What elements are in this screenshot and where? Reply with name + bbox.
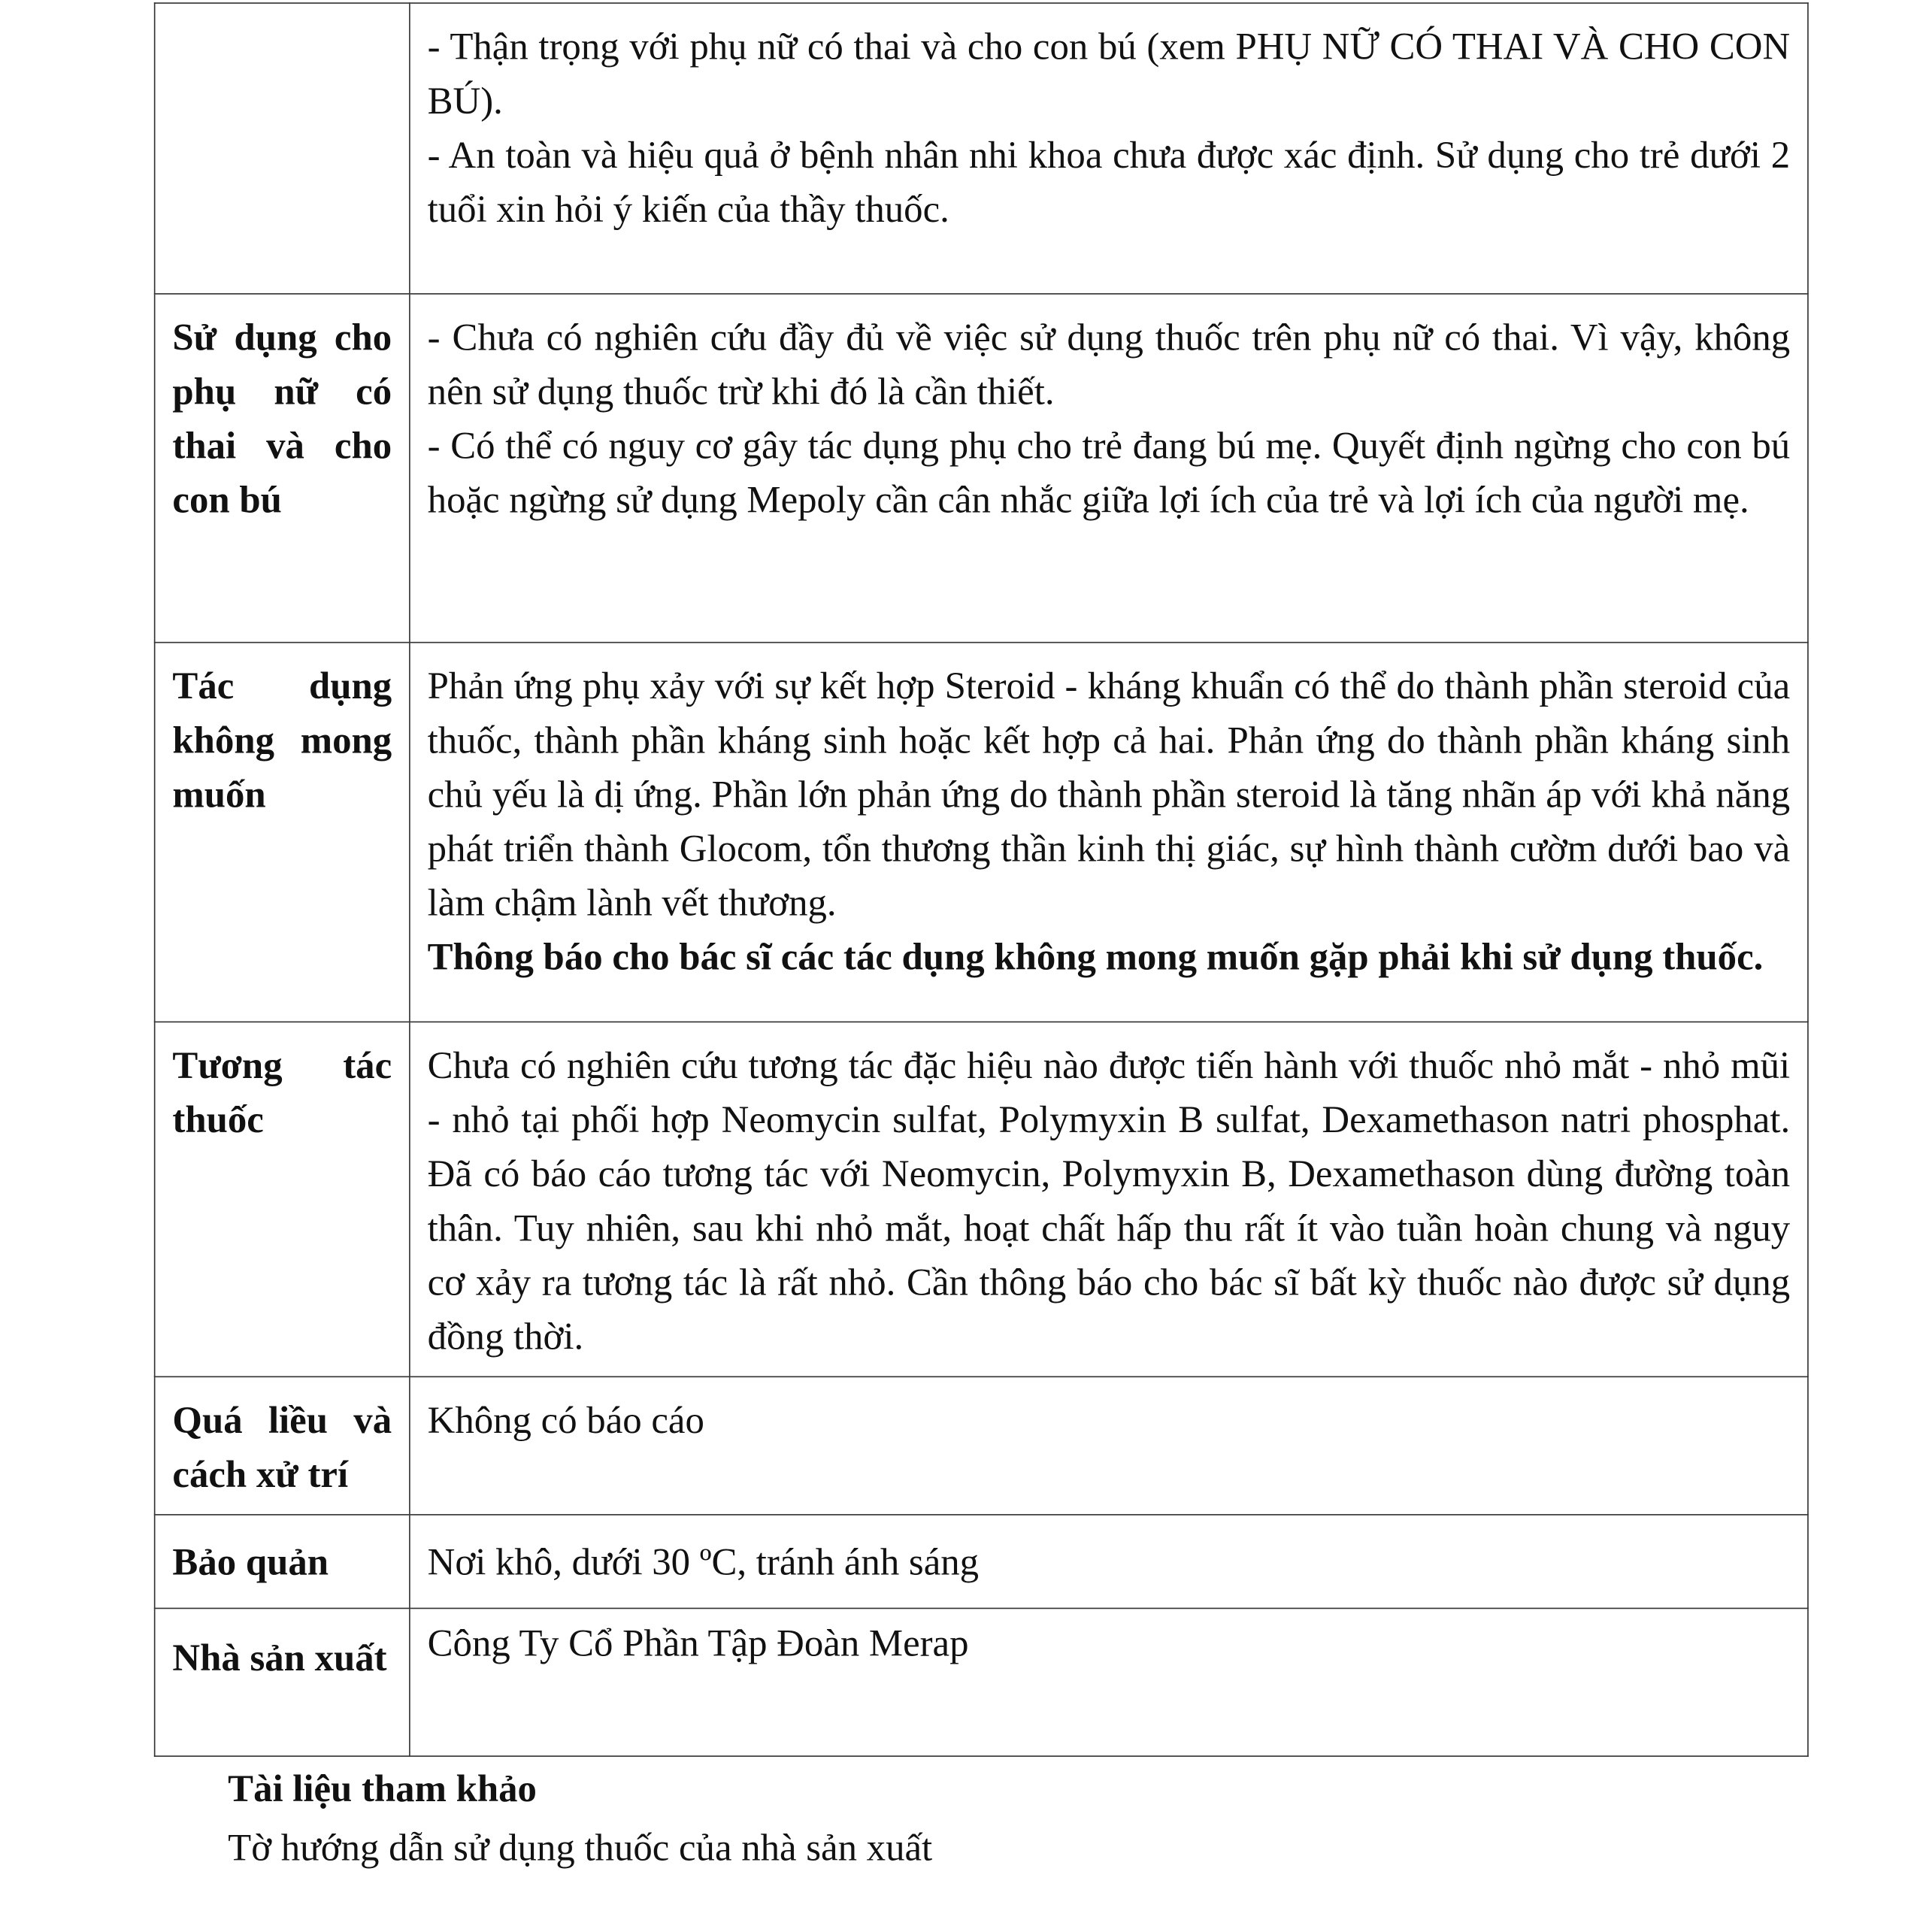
table-row-interactions [155,1022,1808,1376]
row-content [410,3,1808,294]
table-row-side-effects [155,643,1808,1022]
row-content [410,1376,1808,1515]
row-content [410,1515,1808,1609]
table-row-overdose [155,1376,1808,1515]
references-text: Tờ hướng dẫn sử dụng thuốc của nhà sản xuất [228,1825,933,1870]
row-label: Bảo quản [155,1515,410,1609]
table-row-manufacturer [155,1608,1808,1756]
row-content [410,1022,1808,1376]
row-content [410,294,1808,643]
row-content [410,1608,1808,1756]
bold-notice: Thông báo cho bác sĩ các tác dụng không mong muốn gặp phải khi sử dụng thuốc. [427,934,1764,979]
references-heading: Tài liệu tham khảo [228,1767,537,1810]
row-label [155,3,410,294]
content-paragraph: - Chưa có nghiên cứu đầy đủ về việc sử dụng thuốc trên phụ nữ có thai. Vì vậy, không nên sử dụng thuốc trừ khi đó là cần thiết. [427,315,1791,413]
row-label: Tương tác thuốc [155,1022,410,1376]
row-label: Sử dụng cho phụ nữ có thai và cho con bú [155,294,410,643]
content-paragraph: - Thận trọng với phụ nữ có thai và cho con bú (xem PHỤ NỮ CÓ THAI VÀ CHO CON BÚ). [427,24,1791,123]
content-paragraph: Chưa có nghiên cứu tương tác đặc hiệu nào được tiến hành với thuốc nhỏ mắt - nhỏ mũi - nhỏ tại phối hợp Neomycin sulfat, Polymyxin B sulfat, Dexamethason natri phosphat. Đã có báo cáo tương tác với Neomycin, Polymyxin B, Dexamethason dùng đường toàn thân. Tuy nhiên, sau khi nhỏ mắt, hoạt chất hấp thu rất ít vào tuần hoàn chung và nguy cơ xảy ra tương tác là rất nhỏ. Cần thông báo cho bác sĩ bất kỳ thuốc nào được sử dụng đồng thời. [427,1043,1791,1358]
row-label: Nhà sản xuất [155,1608,410,1756]
content-paragraph: Công Ty Cổ Phần Tập Đoàn Merap [427,1621,969,1665]
row-label: Quá liều và cách xử trí [155,1376,410,1515]
table-row-pregnancy [155,294,1808,643]
content-paragraph: - Có thể có nguy cơ gây tác dụng phụ cho trẻ đang bú mẹ. Quyết định ngừng cho con bú hoặc ngừng sử dụng Mepoly cần cân nhắc giữa lợi ích của trẻ và lợi ích của người mẹ. [427,423,1791,522]
row-label: Tác dụng không mong muốn [155,643,410,1022]
content-paragraph: Không có báo cáo [427,1398,704,1442]
content-paragraph: - An toàn và hiệu quả ở bệnh nhân nhi khoa chưa được xác định. Sử dụng cho trẻ dưới 2 tuổi xin hỏi ý kiến của thầy thuốc. [427,132,1791,231]
references-section [228,1759,1707,1877]
table-row-storage [155,1515,1808,1609]
table-row-precautions-continued [155,3,1808,294]
drug-info-table [154,2,1809,1757]
content-paragraph: Nơi khô, dưới 30 ºC, tránh ánh sáng [427,1539,980,1583]
content-paragraph: Phản ứng phụ xảy với sự kết hợp Steroid - kháng khuẩn có thể do thành phần steroid của thuốc, thành phần kháng sinh hoặc kết hợp cả hai. Phản ứng do thành phần kháng sinh chủ yếu là dị ứng. Phần lớn phản ứng do thành phần steroid là tăng nhãn áp với khả năng phát triển thành Glocom, tổn thương thần kinh thị giác, sự hình thành cườm dưới bao và làm chậm lành vết thương. [427,664,1791,925]
row-content [410,643,1808,1022]
